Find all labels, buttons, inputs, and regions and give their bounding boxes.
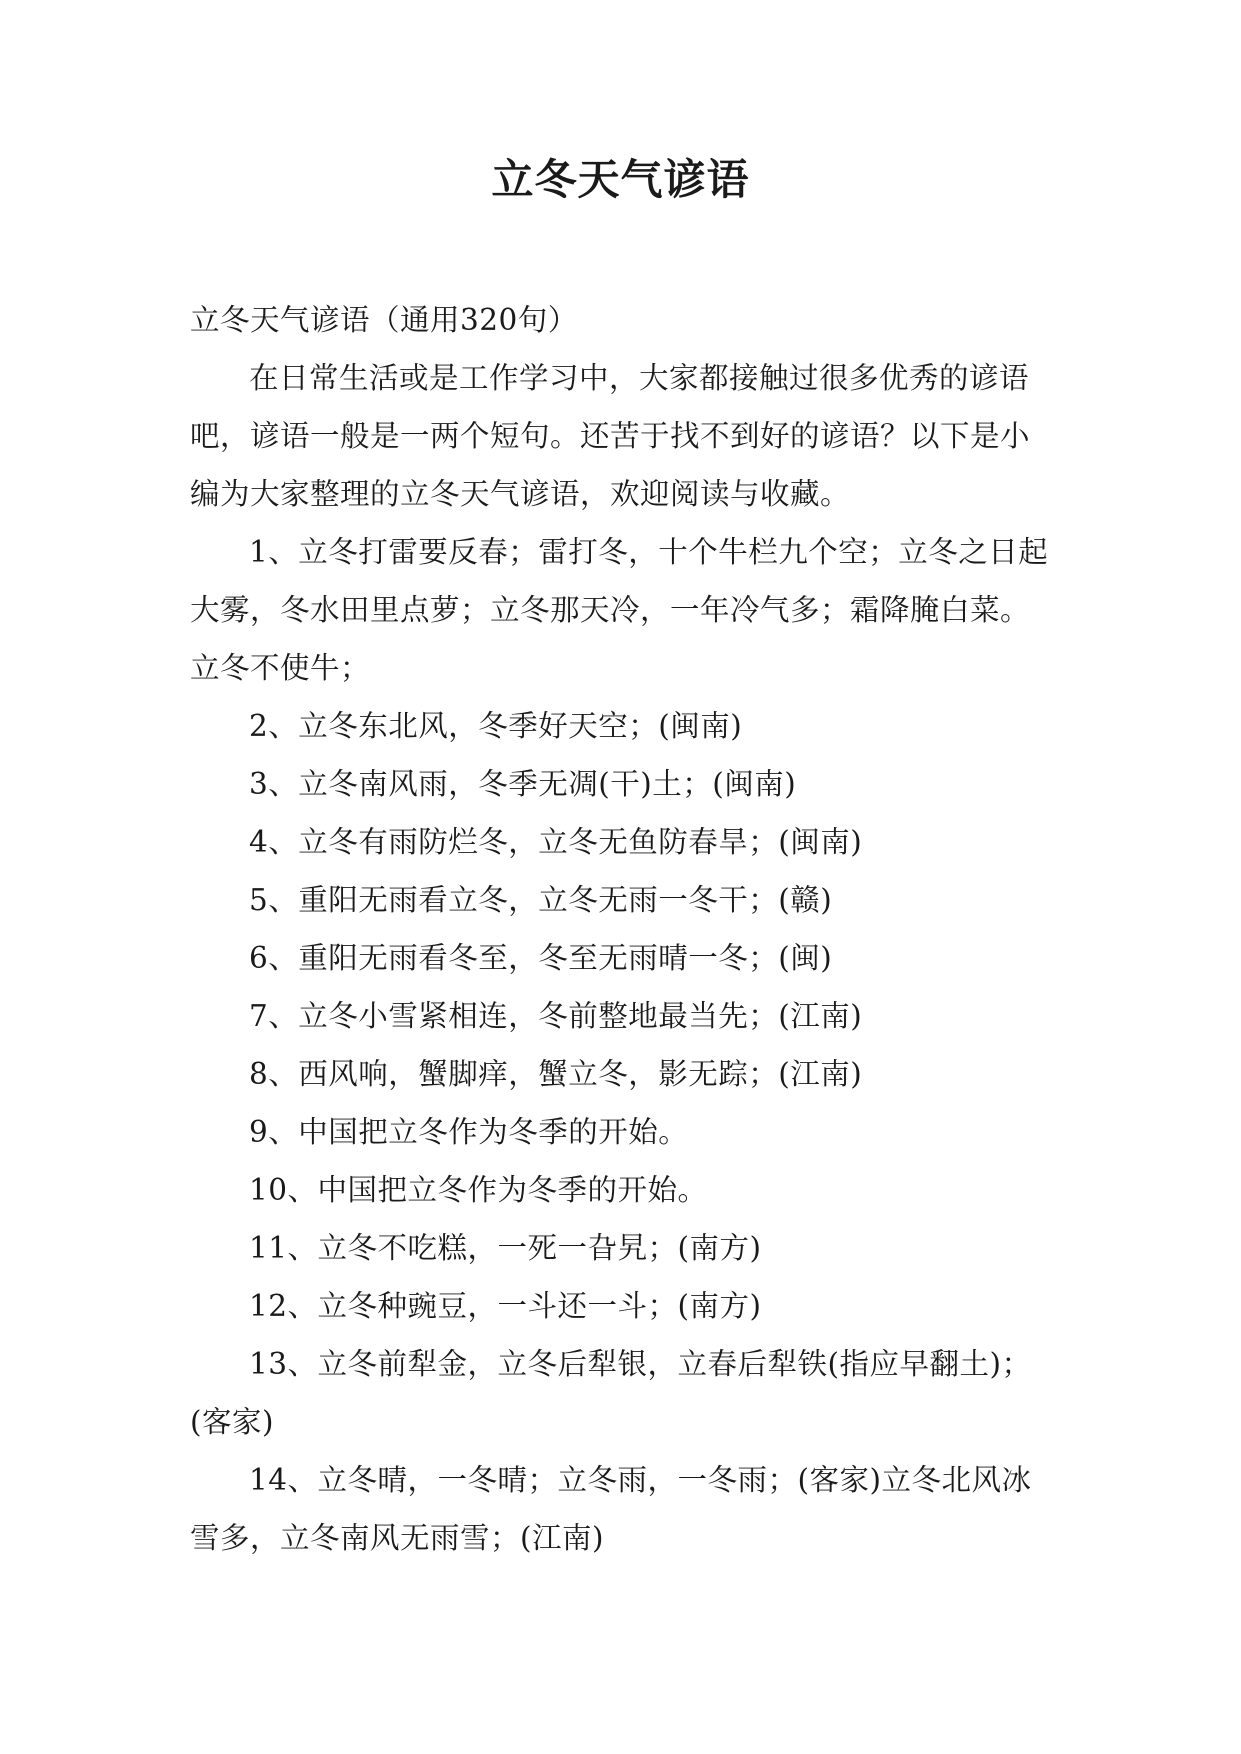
proverb-item: 11、立冬不吃糕，一死一旮旯；(南方) [249, 1231, 762, 1265]
proverb-item: 5、重阳无雨看立冬，立冬无雨一冬干；(赣) [249, 883, 833, 917]
proverb-item: 1、立冬打雷要反春；雷打冬，十个牛栏九个空；立冬之日起大雾，冬水田里点萝；立冬那天冷，一年冷气多；霜降腌白菜。立冬不使牛； [190, 535, 1049, 685]
proverb-item: 13、立冬前犁金，立冬后犁银，立春后犁铁(指应早翻土)；(客家) [190, 1347, 1032, 1439]
proverb-item: 8、西风响，蟹脚痒，蟹立冬，影无踪；(江南) [249, 1057, 863, 1091]
proverb-item: 2、立冬东北风，冬季好天空；(闽南) [249, 709, 743, 743]
proverb-item: 6、重阳无雨看冬至，冬至无雨晴一冬；(闽) [249, 941, 833, 975]
document-title: 立冬天气谚语 [491, 155, 750, 204]
proverb-item: 14、立冬晴，一冬晴；立冬雨，一冬雨；(客家)立冬北风冰雪多，立冬南风无雨雪；(江南) [190, 1463, 1032, 1555]
proverb-item: 12、立冬种豌豆，一斗还一斗；(南方) [249, 1289, 762, 1323]
proverb-item: 4、立冬有雨防烂冬，立冬无鱼防春旱；(闽南) [249, 825, 863, 859]
intro-paragraph: 在日常生活或是工作学习中，大家都接触过很多优秀的谚语吧，谚语一般是一两个短句。还苦于找不到好的谚语？以下是小编为大家整理的立冬天气谚语，欢迎阅读与收藏。 [190, 361, 1031, 511]
proverb-item: 7、立冬小雪紧相连，冬前整地最当先；(江南) [249, 999, 863, 1033]
proverb-item: 9、中国把立冬作为冬季的开始。 [249, 1115, 689, 1149]
document-body [190, 291, 1052, 1567]
document-subtitle: 立冬天气谚语（通用320句） [190, 303, 578, 337]
proverb-item: 10、中国把立冬作为冬季的开始。 [249, 1173, 708, 1207]
proverb-item: 3、立冬南风雨，冬季无凋(干)土；(闽南) [249, 767, 797, 801]
